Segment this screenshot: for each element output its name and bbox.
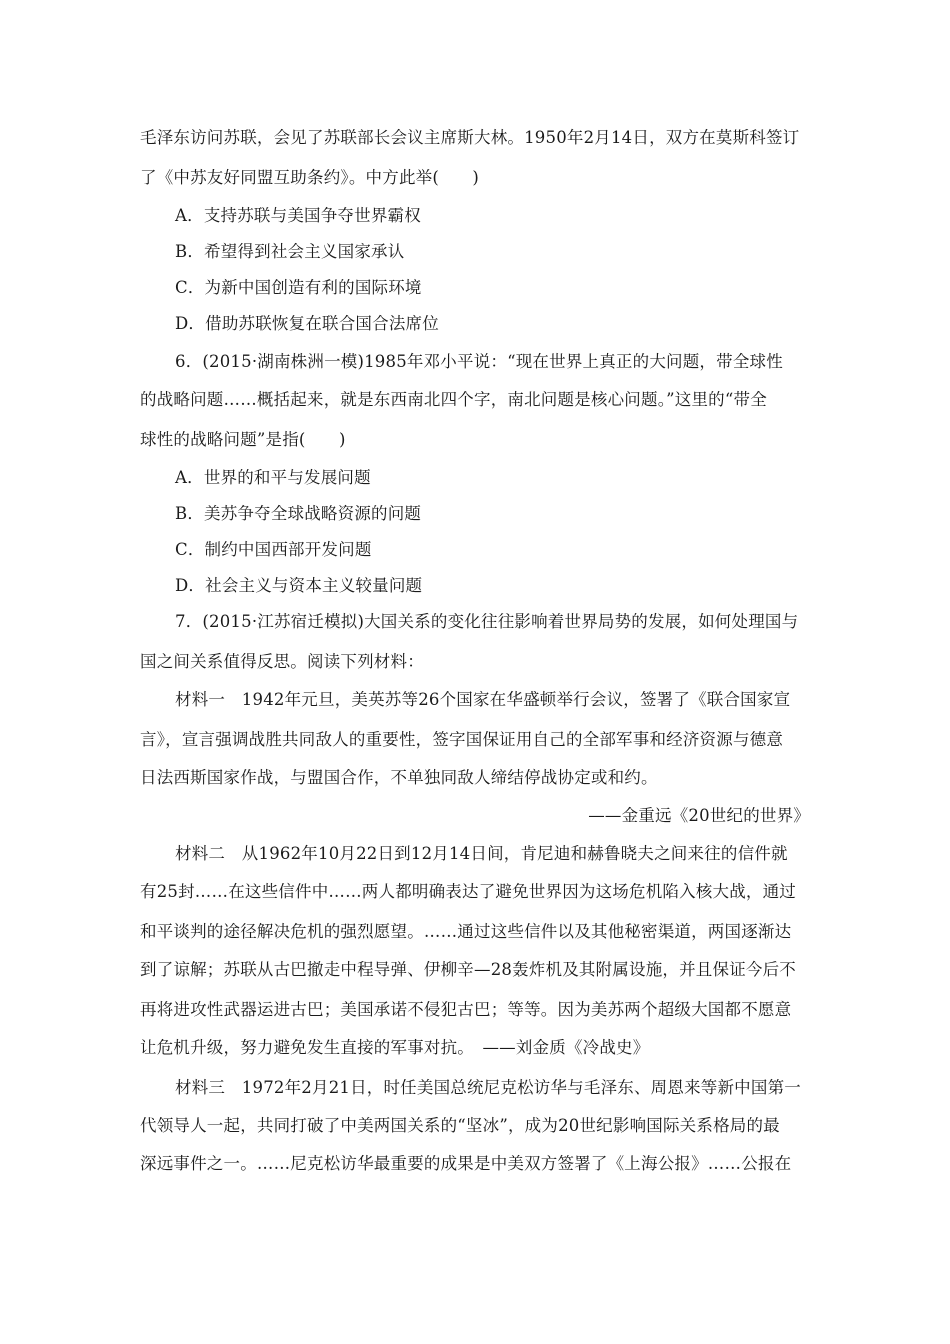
material1-line-1: 材料一 1942年元旦，美英苏等26个国家在华盛顿举行会议，签署了《联合国家宣	[175, 690, 791, 709]
q6-stem-line-2: 的战略问题……概括起来，就是东西南北四个字，南北问题是核心问题。”这里的“带全	[140, 390, 767, 409]
q5-option-a: A．支持苏联与美国争夺世界霸权	[175, 206, 421, 225]
material2-line-3: 和平谈判的途径解决危机的强烈愿望。……通过这些信件以及其他秘密渠道，两国逐渐达	[140, 922, 792, 941]
q7-stem-line-1: 7．(2015·江苏宿迁模拟)大国关系的变化往往影响着世界局势的发展，如何处理国与	[175, 612, 799, 631]
material1-line-3: 日法西斯国家作战，与盟国合作，不单独同敌人缔结停战协定或和约。	[140, 768, 658, 787]
q5-option-d: D．借助苏联恢复在联合国合法席位	[175, 314, 439, 333]
q7-stem-line-2: 国之间关系值得反思。阅读下列材料：	[140, 652, 424, 671]
material2-line-6: 让危机升级，努力避免发生直接的军事对抗。 ——刘金质《冷战史》	[140, 1038, 650, 1057]
q6-option-b: B．美苏争夺全球战略资源的问题	[175, 504, 422, 523]
q6-option-d: D．社会主义与资本主义较量问题	[175, 576, 423, 595]
q5-option-b: B．希望得到社会主义国家承认	[175, 242, 405, 261]
q6-stem-line-1: 6．(2015·湖南株洲一模)1985年邓小平说：“现在世界上真正的大问题，带全球性	[175, 352, 783, 371]
material1-source: ——金重远《20世纪的世界》	[588, 806, 810, 825]
q6-stem-line-3: 球性的战略问题”是指( )	[140, 430, 346, 449]
material3-line-2: 代领导人一起，共同打破了中美两国关系的“坚冰”，成为20世纪影响国际关系格局的最	[140, 1116, 780, 1135]
material3-line-1: 材料三 1972年2月21日，时任美国总统尼克松访华与毛泽东、周恩来等新中国第一	[175, 1078, 801, 1097]
q6-option-c: C．制约中国西部开发问题	[175, 540, 372, 559]
q5-stem-line-1: 毛泽东访问苏联，会见了苏联部长会议主席斯大林。1950年2月14日，双方在莫斯科签订	[140, 128, 800, 147]
material2-line-4: 到了谅解；苏联从古巴撤走中程导弹、伊柳辛—28轰炸机及其附属设施，并且保证今后不	[140, 960, 796, 979]
material2-line-1: 材料二 从1962年10月22日到12月14日间，肯尼迪和赫鲁晓夫之间来往的信件就	[175, 844, 788, 863]
material2-line-2: 有25封……在这些信件中……两人都明确表达了避免世界因为这场危机陷入核大战，通过	[140, 882, 796, 901]
material2-line-5: 再将进攻性武器运进古巴；美国承诺不侵犯古巴；等等。因为美苏两个超级大国都不愿意	[140, 1000, 792, 1019]
q6-option-a: A．世界的和平与发展问题	[175, 468, 371, 487]
q5-stem-line-2: 了《中苏友好同盟互助条约》。中方此举( )	[140, 168, 480, 187]
material3-line-3: 深远事件之一。……尼克松访华最重要的成果是中美双方签署了《上海公报》……公报在	[140, 1154, 792, 1173]
q5-option-c: C．为新中国创造有利的国际环境	[175, 278, 422, 297]
material1-line-2: 言》，宣言强调战胜共同敌人的重要性，签字国保证用自己的全部军事和经济资源与德意	[140, 730, 784, 749]
